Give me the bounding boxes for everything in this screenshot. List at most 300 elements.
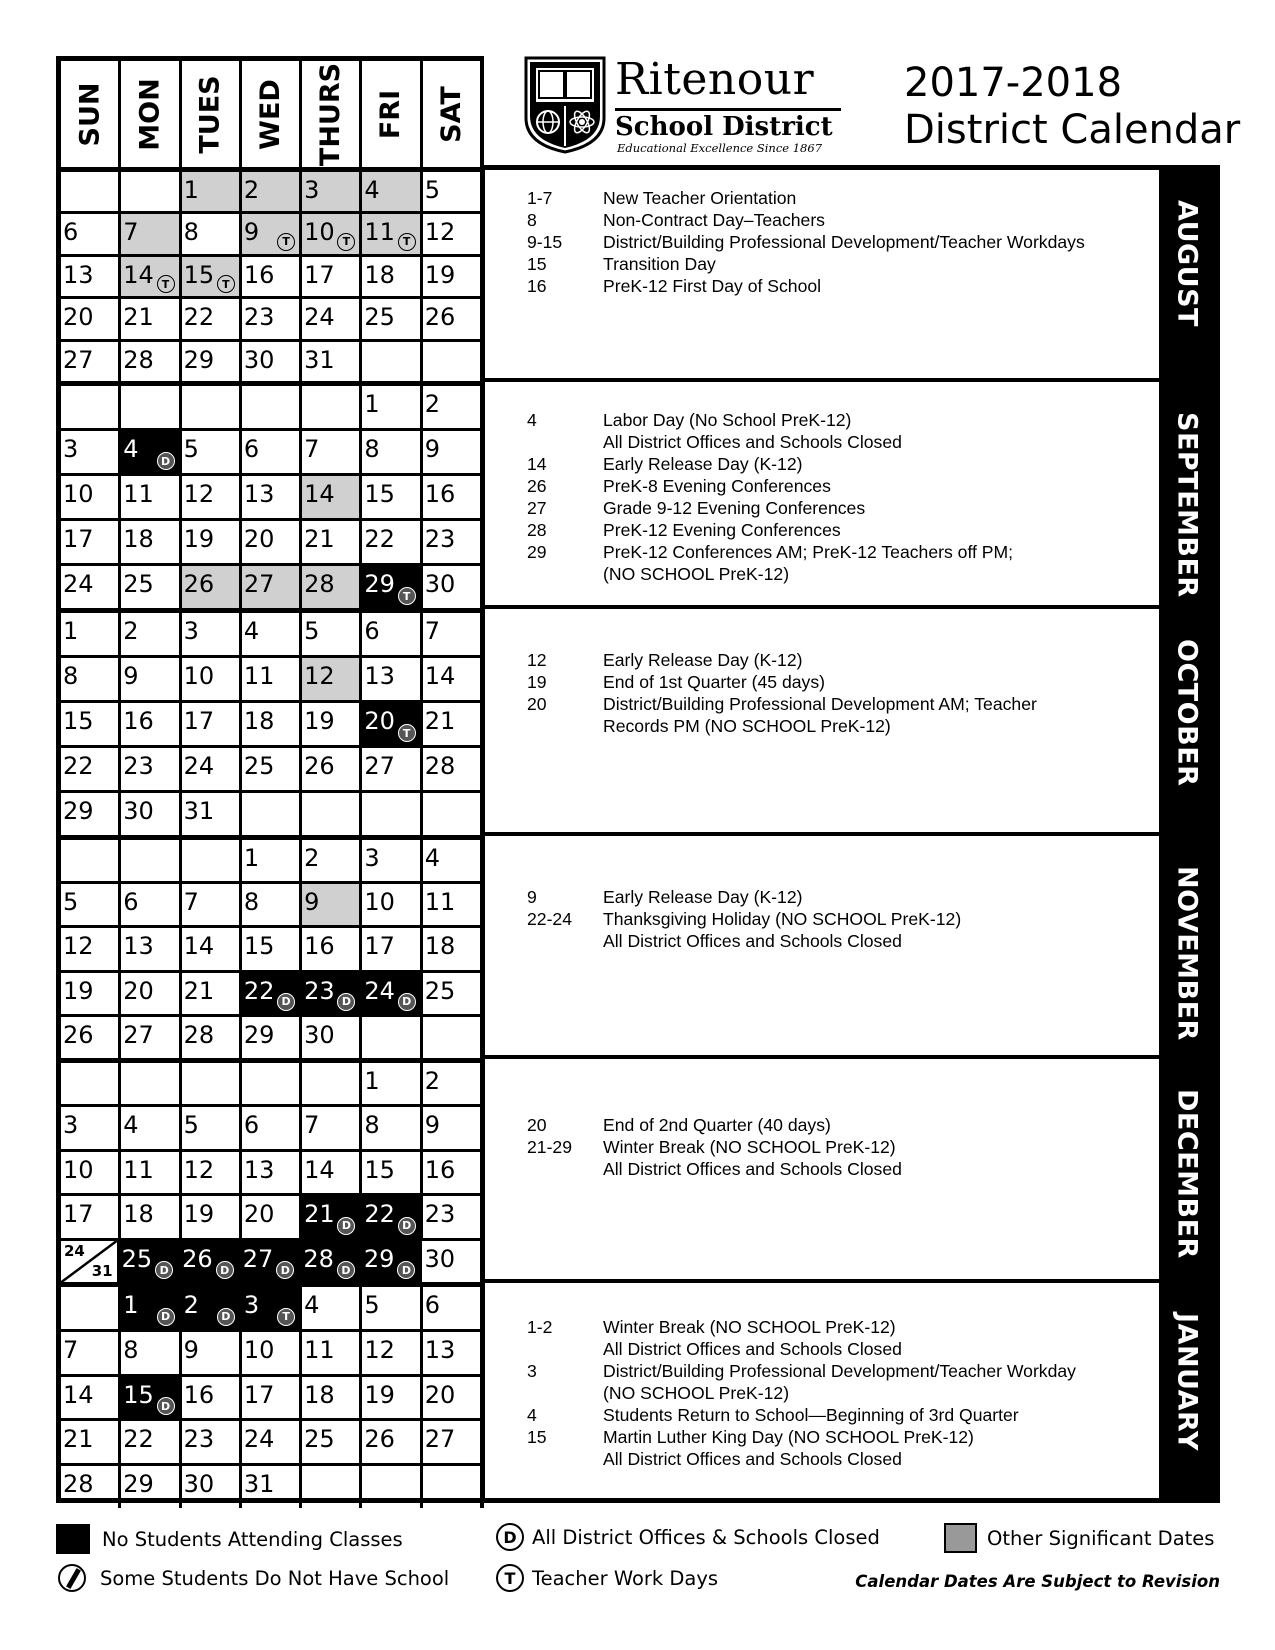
- day-cell: [302, 342, 362, 381]
- month-name: JANUARY: [1171, 1313, 1203, 1451]
- day-number: 15: [183, 260, 215, 289]
- day-number: 25: [364, 303, 395, 332]
- day-number: 27: [123, 1020, 154, 1049]
- week-row: [61, 476, 484, 521]
- month-events-january: [485, 1283, 1215, 1498]
- day-number: 28: [63, 1470, 94, 1499]
- empty-day-cell: [242, 386, 302, 428]
- day-number: 7: [123, 218, 139, 247]
- event-date: 20: [527, 694, 547, 714]
- day-cell: [423, 257, 484, 296]
- day-number: 16: [183, 1380, 215, 1409]
- circle-d-icon: D: [155, 1261, 173, 1279]
- day-cell: [422, 1241, 484, 1282]
- empty-day-cell: [302, 1063, 362, 1104]
- day-cell: [302, 1107, 362, 1148]
- circle-t-icon: T: [496, 1564, 524, 1592]
- month-events-september: [485, 382, 1215, 609]
- empty-day-cell: [362, 1466, 422, 1508]
- day-number: 21: [304, 1200, 335, 1229]
- day-cell: [362, 613, 422, 655]
- day-of-week-label: MON: [134, 77, 166, 151]
- logo-divider: [615, 108, 841, 111]
- day-cell: [423, 1421, 484, 1463]
- day-number: 25: [243, 752, 275, 780]
- empty-day-cell: [362, 793, 422, 835]
- circle-d-icon: D: [398, 993, 416, 1011]
- day-number: 28: [183, 1020, 215, 1049]
- day-number: 27: [242, 1244, 274, 1273]
- day-cell: [61, 1421, 121, 1463]
- day-cell: [121, 613, 181, 655]
- day-number: 1: [63, 617, 79, 645]
- day-cell: [182, 214, 242, 253]
- event-description: All District Offices and Schools Closed: [603, 1339, 902, 1359]
- empty-day-cell: [423, 793, 484, 835]
- day-number: 25: [424, 976, 456, 1005]
- circle-d-icon: D: [496, 1523, 524, 1551]
- day-cell: [302, 257, 362, 296]
- legend-label: All District Offices & Schools Closed: [532, 1525, 880, 1549]
- circle-t-icon: T: [217, 275, 235, 293]
- day-cell: [121, 973, 181, 1014]
- day-cell: [423, 840, 484, 881]
- day-number: 2: [243, 176, 260, 204]
- event-description: (NO SCHOOL PreK-12): [603, 1383, 790, 1403]
- event-description: Martin Luther King Day (NO SCHOOL PreK-12): [603, 1427, 974, 1447]
- day-cell: [242, 1377, 302, 1419]
- day-number: 21: [123, 303, 154, 332]
- empty-day-cell: [61, 172, 121, 211]
- gray-swatch-icon: [944, 1523, 977, 1553]
- empty-day-cell: [121, 1063, 181, 1104]
- day-cell: [362, 928, 422, 969]
- month-label-band: [1159, 382, 1215, 605]
- day-number: 23: [123, 752, 154, 780]
- event-item: [527, 1158, 1159, 1180]
- empty-day-cell: [121, 386, 181, 428]
- day-cell: [362, 1332, 422, 1374]
- event-list: [485, 836, 1159, 1055]
- circle-d-icon: D: [157, 452, 175, 470]
- month-label-band: [1159, 609, 1215, 832]
- event-item: [527, 231, 1159, 253]
- day-number: 5: [424, 176, 440, 204]
- week-row: [61, 431, 484, 476]
- month-label-band: [1159, 836, 1215, 1055]
- day-number: 26: [304, 752, 335, 780]
- day-cell: [121, 521, 181, 563]
- empty-day-cell: [182, 1063, 242, 1104]
- day-cell: [182, 431, 242, 473]
- event-description: Early Release Day (K-12): [603, 650, 803, 670]
- day-number: 6: [243, 435, 260, 463]
- event-date: 29: [527, 542, 547, 562]
- day-cell: [242, 1332, 302, 1374]
- day-number: 27: [424, 1425, 456, 1454]
- day-cell: [302, 1421, 362, 1463]
- day-cell: [182, 1107, 242, 1148]
- day-number: 29: [364, 570, 395, 598]
- day-cell: [182, 884, 242, 925]
- day-number: 13: [123, 932, 154, 961]
- circle-t-icon: T: [398, 233, 416, 251]
- month-grid-october: [61, 613, 484, 840]
- day-number: 18: [364, 260, 395, 289]
- day-number: 8: [63, 662, 79, 690]
- event-date: 1-2: [527, 1317, 553, 1337]
- day-number: 2: [123, 617, 139, 645]
- event-description: All District Offices and Schools Closed: [603, 1159, 902, 1179]
- week-row: [61, 613, 484, 658]
- day-number: 11: [123, 480, 154, 508]
- day-number: 26: [63, 1020, 94, 1049]
- empty-day-cell: [423, 342, 484, 381]
- event-description: End of 1st Quarter (45 days): [603, 672, 825, 692]
- day-number: 17: [243, 1380, 275, 1409]
- day-number: 4: [123, 435, 139, 463]
- week-row: [61, 658, 484, 703]
- day-number: 15: [364, 480, 395, 508]
- day-number: 31: [243, 1470, 275, 1499]
- day-cell: [121, 793, 181, 835]
- day-cell: [362, 840, 422, 881]
- event-description: All District Offices and Schools Closed: [603, 432, 902, 452]
- day-cell: [242, 1421, 302, 1463]
- event-date: 16: [527, 276, 547, 296]
- day-number: 4: [123, 1111, 139, 1140]
- empty-day-cell: [302, 386, 362, 428]
- empty-day-cell: [61, 386, 121, 428]
- day-cell: [242, 431, 302, 473]
- day-cell: [242, 214, 302, 253]
- day-number: 13: [424, 1335, 456, 1364]
- day-of-week-header-cell: [61, 61, 121, 167]
- day-cell: [61, 703, 121, 745]
- empty-day-cell: [242, 793, 302, 835]
- calendar-grid: [56, 56, 484, 1503]
- day-number: 19: [63, 976, 94, 1005]
- event-date: 15: [527, 1427, 547, 1447]
- day-cell: [182, 928, 242, 969]
- page-title: [904, 60, 1240, 154]
- month-label-band: [1159, 1059, 1215, 1279]
- day-cell: [61, 1107, 121, 1148]
- day-number: 19: [304, 707, 335, 735]
- event-description: Students Return to School—Beginning of 3rd Quarter: [603, 1405, 1019, 1425]
- day-number: 23: [183, 1425, 215, 1454]
- day-cell: [241, 1241, 302, 1282]
- week-row: [61, 1196, 484, 1240]
- day-cell: [423, 476, 484, 518]
- event-date: [527, 1338, 603, 1360]
- day-number: 8: [364, 1111, 380, 1140]
- day-of-week-header: [61, 61, 484, 172]
- day-cell: [182, 703, 242, 745]
- day-cell: [423, 658, 484, 700]
- day-number: 26: [183, 570, 215, 598]
- circle-d-icon: D: [397, 1261, 415, 1279]
- day-cell: [242, 342, 302, 381]
- day-number: 23: [424, 1200, 456, 1229]
- month-grid-december: [61, 1063, 484, 1287]
- month-name: AUGUST: [1171, 200, 1203, 327]
- district-tagline: Educational Excellence Since 1867: [617, 141, 823, 155]
- day-cell: [182, 1017, 242, 1058]
- day-cell: [242, 884, 302, 925]
- day-cell: [423, 214, 484, 253]
- event-item: [527, 1360, 1159, 1382]
- week-row: [61, 1063, 484, 1107]
- day-number: 4: [424, 844, 440, 872]
- week-row: [61, 1287, 484, 1332]
- day-cell: [182, 566, 242, 608]
- events-panel: [480, 165, 1220, 1503]
- day-number: 7: [424, 617, 440, 645]
- event-item: [527, 1316, 1159, 1338]
- day-cell: [61, 566, 121, 608]
- day-number: 5: [364, 1291, 380, 1319]
- day-cell: [61, 1241, 120, 1282]
- day-cell: [423, 521, 484, 563]
- event-list: [485, 609, 1159, 832]
- day-number: 5: [304, 617, 320, 645]
- day-number: 17: [183, 707, 215, 735]
- district-subtitle: School District: [615, 112, 833, 142]
- day-cell: [121, 748, 181, 790]
- day-cell: [61, 214, 121, 253]
- week-row: [61, 172, 484, 214]
- day-cell: [362, 1196, 422, 1237]
- day-number: 6: [424, 1291, 440, 1319]
- event-date: 14: [527, 454, 547, 474]
- empty-day-cell: [242, 1063, 302, 1104]
- month-grid-november: [61, 840, 484, 1063]
- day-number: 24: [364, 976, 395, 1005]
- day-number: 12: [63, 932, 94, 961]
- day-number: 8: [183, 218, 199, 247]
- day-cell: [182, 521, 242, 563]
- day-cell: [182, 476, 242, 518]
- day-cell: [423, 748, 484, 790]
- day-number: 22: [183, 303, 215, 332]
- day-number: 22: [63, 752, 94, 780]
- day-number: 10: [183, 662, 215, 690]
- event-description: District/Building Professional Development/Teacher Workdays: [603, 232, 1085, 252]
- day-number: 22: [123, 1425, 154, 1454]
- day-cell: [61, 928, 121, 969]
- day-number: 30: [123, 797, 154, 825]
- circle-d-icon: D: [216, 1261, 234, 1279]
- legend-label: Some Students Do Not Have School: [100, 1566, 450, 1590]
- day-cell: [423, 1377, 484, 1419]
- event-item: [527, 1338, 1159, 1360]
- event-item: [527, 253, 1159, 275]
- circle-d-icon: D: [398, 1217, 416, 1235]
- event-description: (NO SCHOOL PreK-12): [603, 564, 790, 584]
- day-cell: [242, 613, 302, 655]
- week-row: [61, 793, 484, 835]
- day-cell: [423, 299, 484, 338]
- day-number: 21: [63, 1425, 94, 1454]
- event-item: [527, 209, 1159, 231]
- month-name: SEPTEMBER: [1171, 412, 1203, 598]
- day-cell: [423, 172, 484, 211]
- event-description: New Teacher Orientation: [603, 188, 797, 208]
- day-number: 9: [123, 662, 139, 690]
- day-number: 7: [304, 435, 320, 463]
- day-number: 27: [364, 752, 395, 780]
- day-cell: [182, 748, 242, 790]
- day-cell: [302, 1196, 362, 1237]
- day-cell: [423, 1107, 484, 1148]
- week-row: [61, 703, 484, 748]
- day-number: 8: [243, 888, 260, 917]
- day-number: 18: [304, 1380, 335, 1409]
- day-cell: [242, 257, 302, 296]
- day-number: 17: [63, 525, 94, 553]
- month-events-december: [485, 1059, 1215, 1283]
- legend-other: [944, 1523, 1214, 1553]
- day-cell: [301, 1241, 362, 1282]
- day-of-week-label: SAT: [435, 85, 467, 143]
- month-events-august: [485, 170, 1215, 382]
- week-row: [61, 1241, 484, 1282]
- day-cell: [121, 431, 181, 473]
- day-number: 23: [424, 525, 456, 553]
- day-of-week-header-cell: [182, 61, 242, 167]
- day-cell: [362, 257, 422, 296]
- day-cell: [362, 658, 422, 700]
- day-number: 15: [63, 707, 94, 735]
- circle-slash-icon: [58, 1564, 86, 1592]
- event-item: [527, 1404, 1159, 1426]
- month-grid-august: [61, 172, 484, 386]
- day-cell: [61, 973, 121, 1014]
- day-number: 7: [63, 1335, 79, 1364]
- revision-note: Calendar Dates Are Subject to Revision: [855, 1572, 1220, 1591]
- event-description: Thanksgiving Holiday (NO SCHOOL PreK-12): [603, 909, 962, 929]
- event-description: District/Building Professional Development/Teacher Workday: [603, 1361, 1076, 1381]
- day-number: 16: [304, 932, 335, 961]
- event-date: 21-29: [527, 1137, 572, 1157]
- day-number: 9: [424, 1111, 440, 1140]
- day-cell: [423, 1287, 484, 1329]
- day-number: 7: [304, 1111, 320, 1140]
- day-number: 23: [304, 976, 335, 1005]
- day-cell: [61, 658, 121, 700]
- event-date: 20: [527, 1115, 547, 1135]
- day-cell: [362, 299, 422, 338]
- day-cell: [182, 658, 242, 700]
- day-number: 11: [304, 1335, 335, 1364]
- event-date: 3: [527, 1361, 537, 1381]
- event-item: [527, 1382, 1159, 1404]
- day-cell: [61, 884, 121, 925]
- day-cell: [362, 748, 422, 790]
- day-cell: [121, 257, 181, 296]
- event-item: [527, 1448, 1159, 1470]
- day-number: 20: [364, 707, 395, 735]
- day-number: 18: [123, 525, 154, 553]
- day-cell: [423, 1152, 484, 1193]
- circle-t-icon: T: [277, 1308, 295, 1326]
- day-of-week-header-cell: [121, 61, 181, 167]
- day-cell: [302, 172, 362, 211]
- event-description: All District Offices and Schools Closed: [603, 931, 902, 951]
- event-item: [527, 715, 1159, 737]
- day-number: 7: [183, 888, 199, 917]
- empty-day-cell: [302, 1466, 362, 1508]
- day-number: 16: [243, 260, 275, 289]
- day-cell: [423, 613, 484, 655]
- day-number: 4: [243, 617, 260, 645]
- empty-day-cell: [302, 793, 362, 835]
- week-row: [61, 748, 484, 793]
- day-number: 19: [364, 1380, 395, 1409]
- day-cell: [242, 1107, 302, 1148]
- day-number: 3: [304, 176, 320, 204]
- day-cell: [182, 1421, 242, 1463]
- day-number: 11: [123, 1155, 154, 1184]
- day-number: 31: [183, 797, 215, 825]
- event-date: [527, 1382, 603, 1404]
- day-cell: [121, 1107, 181, 1148]
- week-row: [61, 1152, 484, 1196]
- day-number: 13: [63, 260, 94, 289]
- day-number: 5: [63, 888, 79, 917]
- legend-some-students: [58, 1564, 449, 1592]
- day-number: 24: [63, 570, 94, 598]
- day-number: 25: [121, 1244, 153, 1273]
- day-number: 1: [243, 844, 260, 872]
- day-cell: [182, 973, 242, 1014]
- week-row: [61, 1421, 484, 1466]
- event-date: 27: [527, 498, 547, 518]
- day-cell: [61, 342, 121, 381]
- day-number: 14: [123, 260, 154, 289]
- day-number: 1: [364, 1067, 380, 1095]
- circle-t-icon: T: [398, 724, 416, 742]
- event-date: 22-24: [527, 909, 572, 929]
- empty-day-cell: [423, 1466, 484, 1508]
- month-events-november: [485, 836, 1215, 1059]
- day-cell: [121, 928, 181, 969]
- event-list: [485, 1059, 1159, 1279]
- day-number: 13: [364, 662, 395, 690]
- day-of-week-header-cell: [362, 61, 422, 167]
- week-row: [61, 1332, 484, 1377]
- day-number: 27: [243, 570, 275, 598]
- day-number: 26: [424, 303, 456, 332]
- circle-d-icon: D: [337, 993, 355, 1011]
- circle-t-icon: T: [157, 275, 175, 293]
- circle-d-icon: D: [157, 1397, 175, 1415]
- day-cell: [242, 476, 302, 518]
- day-cell: [61, 613, 121, 655]
- day-cell: [121, 1017, 181, 1058]
- day-cell: [302, 214, 362, 253]
- event-description: Early Release Day (K-12): [603, 887, 803, 907]
- week-row: [61, 566, 484, 608]
- empty-day-cell: [61, 1287, 121, 1329]
- day-cell: [61, 1152, 121, 1193]
- day-number: 28: [424, 752, 456, 780]
- day-cell: [362, 1152, 422, 1193]
- day-number: 22: [243, 976, 275, 1005]
- day-number: 3: [63, 1111, 79, 1140]
- event-item: [527, 187, 1159, 209]
